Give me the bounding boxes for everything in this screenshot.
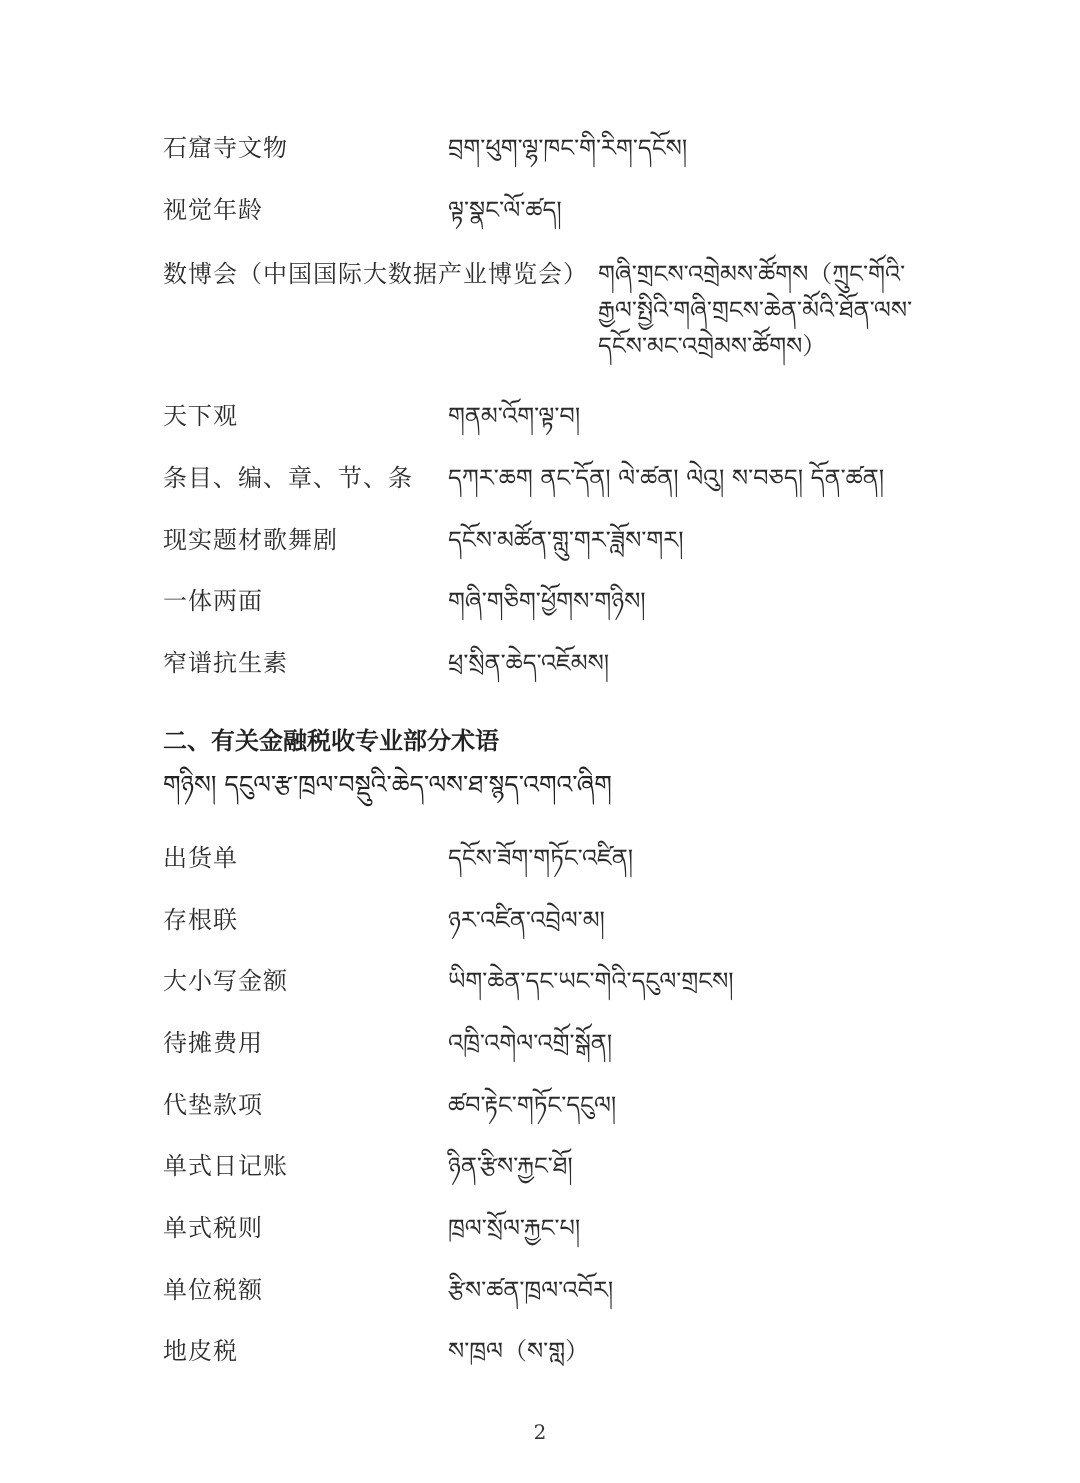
term-tibetan: གཞི་གཅིག་ཕྱོགས་གཉིས།	[448, 587, 646, 615]
term-chinese: 条目、编、章、节、条	[163, 464, 413, 492]
term-chinese: 单位税额	[163, 1276, 263, 1304]
term-tibetan: དཀར་ཆག ནང་དོན། ལེ་ཚན། ལེའུ། ས་བཅད། དོན་ཚན།	[448, 464, 885, 492]
term-chinese: 待摊费用	[163, 1029, 263, 1057]
term-tibetan: ལྟ་སྣང་ལོ་ཚད།	[448, 196, 562, 224]
page-number: 2	[533, 1420, 547, 1444]
section-heading-tibetan: གཉིས། དངུལ་རྩ་ཁྲལ་བསྡུའི་ཆེད་ལས་ཐ་སྙད་འགའ་ཞིག	[163, 770, 612, 799]
term-tibetan: ཕྲ་སྲིན་ཆེད་འཇོམས།	[448, 649, 610, 677]
term-chinese: 天下观	[163, 402, 238, 430]
term-tibetan: རྩིས་ཚན་ཁྲལ་འབོར།	[448, 1276, 614, 1304]
term-tibetan: དངོས་མཚོན་གླུ་གར་ཟློས་གར།	[448, 526, 684, 554]
term-tibetan: ཉར་འཛིན་འབྲེལ་མ།	[448, 906, 605, 934]
term-chinese: 地皮税	[163, 1337, 238, 1365]
term-tibetan: ཁྲལ་སྲོལ་རྐྱང་པ།	[448, 1214, 581, 1242]
term-tibetan: གཞི་གྲངས་འགྲེམས་ཚོགས（ཀྲུང་གོའི་རྒྱལ་སྤྱིའི་གཞི་གྲངས་ཆེན་མོའི་ཐོན་ལས་དངོས་མང་འགྲེམས་ཚོགས）	[598, 260, 913, 360]
term-tibetan: འཁྲི་འགེལ་འགྲོ་སྒོན།	[448, 1029, 613, 1057]
term-tibetan: ཡིག་ཆེན་དང་ཡང་གེའི་དངུལ་གྲངས།	[448, 967, 734, 995]
term-chinese: 数博会（中国国际大数据产业博览会）	[163, 260, 588, 288]
term-chinese: 出货单	[163, 844, 238, 872]
term-row	[0, 256, 1080, 376]
term-chinese: 单式税则	[163, 1214, 263, 1242]
term-tibetan: བྲག་ཕུག་ལྷ་ཁང་གི་རིག་དངོས།	[448, 134, 688, 162]
section-heading-chinese: 二、有关金融税收专业部分术语	[163, 727, 499, 755]
term-tibetan: ཉིན་རྩིས་རྐྱང་ཐོ།	[448, 1152, 573, 1180]
term-tibetan: དངོས་ཟོག་གཏོང་འཛིན།	[448, 844, 634, 872]
term-chinese: 单式日记账	[163, 1152, 288, 1180]
term-chinese: 大小写金额	[163, 967, 288, 995]
term-tibetan: གནམ་འོག་ལྟ་བ།	[448, 402, 581, 430]
term-chinese: 代垫款项	[163, 1091, 263, 1119]
term-chinese: 存根联	[163, 906, 238, 934]
term-tibetan: ཚབ་རྟེང་གཏོང་དངུལ།	[448, 1091, 617, 1119]
term-chinese: 现实题材歌舞剧	[163, 526, 338, 554]
term-tibetan: ས་ཁྲལ（ས་གླ）	[448, 1337, 590, 1365]
term-chinese: 窄谱抗生素	[163, 649, 288, 677]
term-chinese: 一体两面	[163, 587, 263, 615]
term-chinese: 石窟寺文物	[163, 134, 288, 162]
term-chinese: 视觉年龄	[163, 196, 263, 224]
